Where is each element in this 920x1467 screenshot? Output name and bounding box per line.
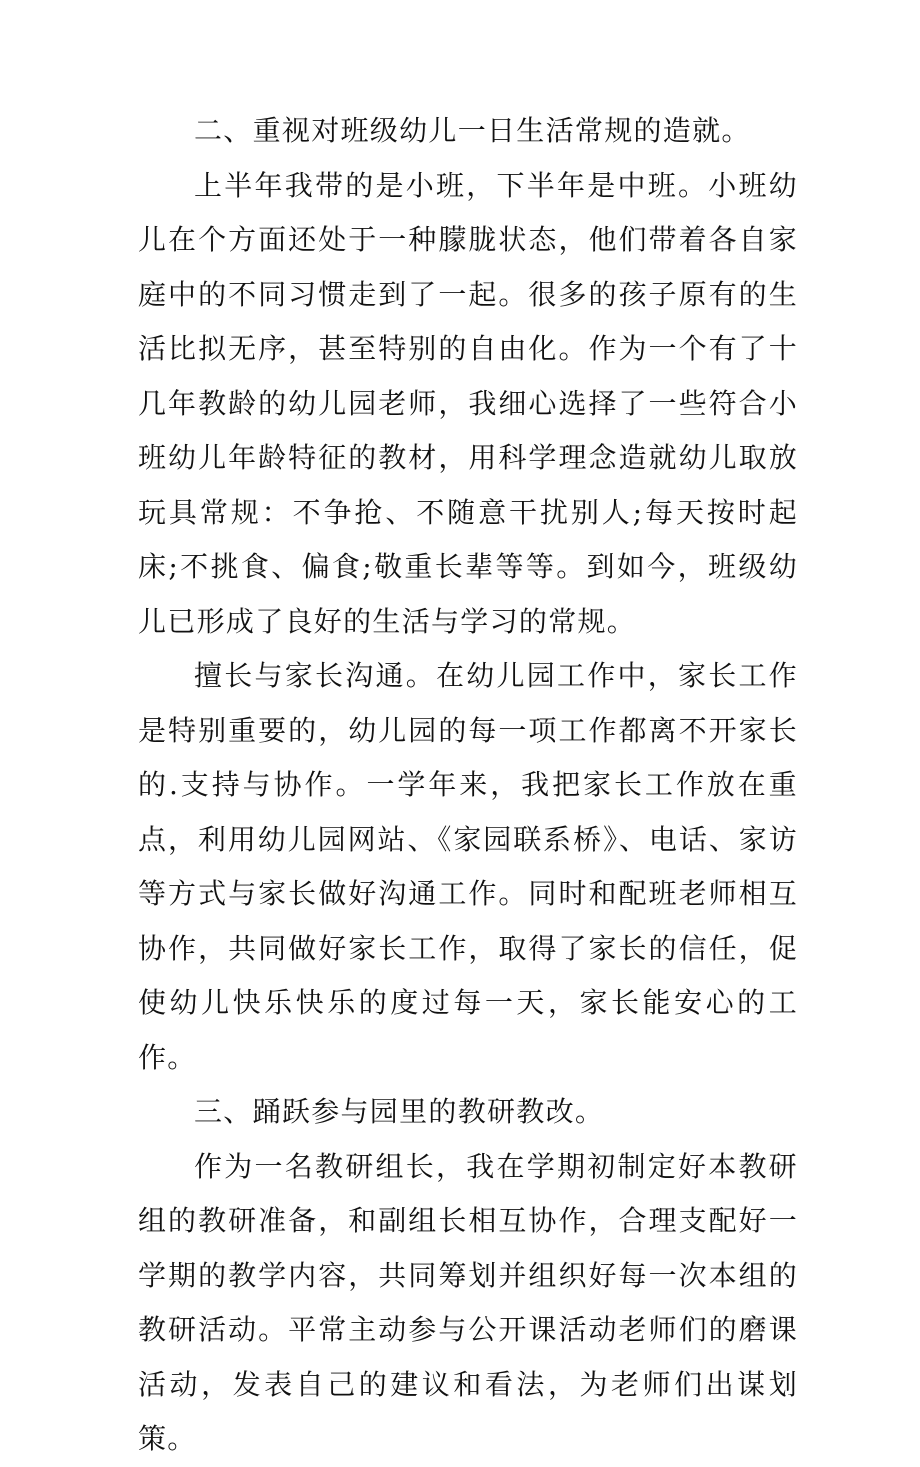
paragraph-class-routine: 上半年我带的是小班，下半年是中班。小班幼儿在个方面还处于一种朦胧状态，他们带着各自家庭中的不同习惯走到了一起。很多的孩子原有的生活比拟无序，甚至特别的自由化。作为一个有了十几年教龄的幼儿园老师，我细心选择了一些符合小班幼儿年龄特征的教材，用科学理念造就幼儿取放玩具常规：不争抢、不随意干扰别人;每天按时起床;不挑食、偏食;敬重长辈等等。到如今，班级幼儿已形成了良好的生活与学习的常规。 (138, 168, 798, 638)
section-heading-routine: 二、重视对班级幼儿一日生活常规的造就。 (194, 114, 751, 147)
section-heading-research: 三、踊跃参与园里的教研教改。 (194, 1095, 605, 1128)
document-body (138, 104, 798, 1467)
paragraph-research-group: 作为一名教研组长，我在学期初制定好本教研组的教研准备，和副组长相互协作，合理支配好一学期的教学内容，共同筹划并组织好每一次本组的教研活动。平常主动参与公开课活动老师们的磨课活动，发表自己的建议和看法，为老师们出谋划策。 (138, 1149, 798, 1455)
paragraph-parent-communication: 擅长与家长沟通。在幼儿园工作中，家长工作是特别重要的，幼儿园的每一项工作都离不开家长的.支持与协作。一学年来，我把家长工作放在重点，利用幼儿园网站、《家园联系桥》、电话、家访等方式与家长做好沟通工作。同时和配班老师相互协作，共同做好家长工作，取得了家长的信任，促使幼儿快乐快乐的度过每一天，家长能安心的工作。 (138, 659, 798, 1074)
